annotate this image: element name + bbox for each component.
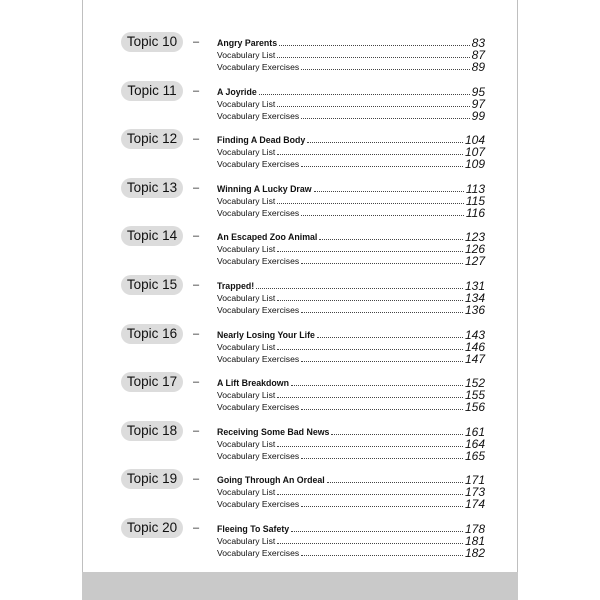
dot-leader: [301, 361, 463, 362]
topic-separator: –: [193, 181, 200, 194]
toc-entry-title: [217, 132, 485, 146]
entry-label: Vocabulary List: [217, 341, 276, 352]
toc-entry-vocabulary-list: [217, 243, 485, 255]
topic-separator: –: [193, 473, 200, 486]
entry-label: Nearly Losing Your Life: [217, 329, 315, 340]
toc-entry-vocabulary-exercises: [217, 450, 485, 462]
dot-leader: [319, 239, 463, 240]
entry-label: An Escaped Zoo Animal: [217, 232, 318, 243]
page-number: 113: [465, 181, 485, 196]
page-number: 126: [464, 242, 485, 257]
page-number: 116: [465, 205, 485, 220]
entry-label: Fleeing To Safety: [217, 524, 290, 534]
dot-leader: [291, 531, 463, 532]
toc-entry-vocabulary-exercises: [217, 547, 485, 559]
entry-label: A Joyride: [217, 86, 257, 97]
page-number: 109: [464, 157, 485, 172]
toc-topic-block: [0, 469, 600, 513]
page-number: 131: [464, 279, 485, 293]
toc-topic-block: [0, 421, 600, 465]
topic-separator: –: [193, 279, 200, 291]
entry-label: Vocabulary List: [217, 195, 276, 206]
entry-label: Going Through An Ordeal: [217, 475, 325, 486]
entry-label: Vocabulary Exercises: [217, 548, 300, 558]
entry-label: Trapped!: [217, 281, 255, 291]
dot-leader: [317, 337, 463, 338]
dot-leader: [307, 142, 463, 143]
toc-topic-block: [0, 81, 600, 125]
page-number: 181: [464, 534, 485, 548]
toc-entry-vocabulary-list: [217, 49, 485, 61]
page-number: 146: [464, 339, 485, 354]
page-number: 127: [464, 254, 485, 269]
topic-label: Topic 19: [121, 469, 183, 489]
toc-entry-vocabulary-list: [217, 292, 485, 304]
toc-topic-block: [0, 324, 600, 368]
page-number: 182: [464, 546, 485, 560]
dot-leader: [291, 385, 463, 386]
topic-separator: –: [193, 424, 200, 437]
toc-entry-vocabulary-exercises: [217, 304, 485, 316]
topic-label: Topic 16: [121, 324, 183, 344]
dot-leader: [277, 494, 463, 495]
toc-entry-vocabulary-list: [217, 98, 485, 110]
toc-entry-vocabulary-exercises: [217, 110, 485, 122]
dot-leader: [301, 69, 469, 70]
entry-label: Vocabulary List: [217, 244, 276, 255]
entry-label: Vocabulary Exercises: [217, 450, 300, 461]
entry-label: Vocabulary List: [217, 98, 276, 109]
dot-leader: [301, 555, 463, 556]
dot-leader: [259, 94, 470, 95]
footer-bar: [82, 572, 518, 600]
entry-label: Vocabulary Exercises: [217, 305, 300, 315]
dot-leader: [277, 397, 463, 398]
toc-entry-vocabulary-list: [217, 146, 485, 158]
dot-leader: [277, 349, 463, 350]
page-number: 161: [464, 424, 485, 439]
page-number: 115: [465, 193, 485, 208]
dot-leader: [301, 312, 463, 313]
topic-label: Topic 15: [121, 275, 183, 295]
dot-leader: [277, 543, 463, 544]
toc-entry-vocabulary-list: [217, 438, 485, 450]
page-number: 171: [464, 473, 485, 488]
page-number: 104: [464, 133, 485, 148]
topic-label: Topic 14: [121, 226, 183, 246]
dot-leader: [277, 203, 464, 204]
entry-label: Vocabulary Exercises: [217, 159, 300, 170]
page-number: 173: [464, 485, 485, 500]
toc-entry-title: [217, 375, 485, 389]
toc-entry-vocabulary-list: [217, 389, 485, 401]
toc-entry-title: [217, 472, 485, 486]
toc-topic-block: [0, 129, 600, 173]
page-number: 134: [464, 291, 485, 305]
topic-separator: –: [193, 376, 200, 389]
page-number: 123: [464, 230, 485, 245]
toc-entry-vocabulary-list: [217, 535, 485, 547]
dot-leader: [314, 191, 464, 192]
page-number: 165: [464, 448, 485, 463]
toc-entry-title: [217, 229, 485, 243]
toc-entry-vocabulary-list: [217, 195, 485, 207]
dot-leader: [277, 154, 463, 155]
topic-label: Topic 12: [121, 129, 183, 149]
page-number: 155: [464, 388, 485, 403]
dot-leader: [277, 446, 463, 447]
dot-leader: [301, 409, 463, 410]
page-number: 95: [471, 84, 485, 99]
toc-entry-vocabulary-exercises: [217, 61, 485, 73]
entry-label: Vocabulary Exercises: [217, 402, 300, 413]
dot-leader: [277, 106, 469, 107]
entry-label: Vocabulary Exercises: [217, 110, 300, 121]
dot-leader: [279, 45, 470, 46]
dot-leader: [277, 57, 469, 58]
page-number: 147: [464, 351, 485, 366]
page-number: 87: [471, 48, 485, 62]
topic-label: Topic 10: [121, 32, 183, 52]
dot-leader: [301, 215, 464, 216]
dot-leader: [301, 118, 469, 119]
topic-separator: –: [193, 36, 200, 48]
toc-entry-vocabulary-exercises: [217, 207, 485, 219]
page-number: 107: [464, 145, 485, 160]
dot-leader: [277, 251, 463, 252]
entry-label: Vocabulary List: [217, 293, 276, 303]
toc-entry-title: [217, 84, 485, 98]
toc-entry-title: [217, 278, 485, 292]
dot-leader: [277, 300, 463, 301]
entry-label: Finding A Dead Body: [217, 135, 306, 146]
entry-label: Vocabulary List: [217, 536, 276, 546]
topic-label: Topic 20: [121, 518, 183, 538]
toc-topic-block: [0, 275, 600, 319]
entry-label: Vocabulary List: [217, 390, 276, 401]
entry-label: Vocabulary List: [217, 438, 276, 449]
entry-label: Vocabulary Exercises: [217, 207, 300, 218]
topic-separator: –: [193, 84, 200, 97]
toc-topic-block: [0, 226, 600, 270]
toc-entry-title: [217, 424, 485, 438]
toc-entry-vocabulary-exercises: [217, 498, 485, 510]
topic-label: Topic 11: [121, 81, 183, 101]
page-number: 164: [464, 436, 485, 451]
page-number: 136: [464, 303, 485, 317]
entry-label: Vocabulary Exercises: [217, 256, 300, 267]
toc-entry-vocabulary-exercises: [217, 353, 485, 365]
toc-entry-vocabulary-exercises: [217, 158, 485, 170]
entry-label: Vocabulary Exercises: [217, 499, 300, 510]
page-number: 83: [471, 36, 485, 50]
entry-label: Vocabulary Exercises: [217, 62, 300, 72]
topic-separator: –: [193, 522, 200, 534]
entry-label: Vocabulary Exercises: [217, 353, 300, 364]
toc-topic-block: [0, 32, 600, 76]
dot-leader: [331, 434, 463, 435]
toc-entry-title: [217, 181, 485, 195]
entry-label: Angry Parents: [217, 38, 278, 48]
entry-label: A Lift Breakdown: [217, 378, 290, 389]
entry-label: Vocabulary List: [217, 487, 276, 498]
toc-entry-title: [217, 327, 485, 341]
page-number: 97: [471, 96, 485, 111]
dot-leader: [301, 263, 463, 264]
topic-label: Topic 18: [121, 421, 183, 441]
dot-leader: [256, 288, 463, 289]
entry-label: Winning A Lucky Draw: [217, 183, 312, 194]
page-number: 178: [464, 522, 485, 536]
toc-topic-block: [0, 178, 600, 222]
entry-label: Vocabulary List: [217, 147, 276, 158]
page-number: 99: [471, 108, 485, 123]
page-number: 156: [464, 400, 485, 415]
page-number: 89: [471, 60, 485, 74]
dot-leader: [301, 458, 463, 459]
topic-separator: –: [193, 133, 200, 146]
topic-separator: –: [193, 230, 200, 243]
entry-label: Vocabulary List: [217, 50, 276, 60]
page-number: 174: [464, 497, 485, 512]
dot-leader: [301, 166, 463, 167]
toc-topic-block: [0, 372, 600, 416]
topic-label: Topic 17: [121, 372, 183, 392]
toc-entry-title: [217, 521, 485, 535]
dot-leader: [327, 482, 463, 483]
dot-leader: [301, 506, 463, 507]
topic-separator: –: [193, 327, 200, 340]
entry-label: Receiving Some Bad News: [217, 426, 330, 437]
toc-entry-vocabulary-exercises: [217, 401, 485, 413]
page-number: 152: [464, 376, 485, 391]
toc-entry-vocabulary-list: [217, 486, 485, 498]
toc-topic-block: [0, 518, 600, 562]
toc-entry-vocabulary-list: [217, 341, 485, 353]
toc-entry-title: [217, 35, 485, 49]
topic-label: Topic 13: [121, 178, 183, 198]
toc-entry-vocabulary-exercises: [217, 255, 485, 267]
page-number: 143: [464, 327, 485, 342]
